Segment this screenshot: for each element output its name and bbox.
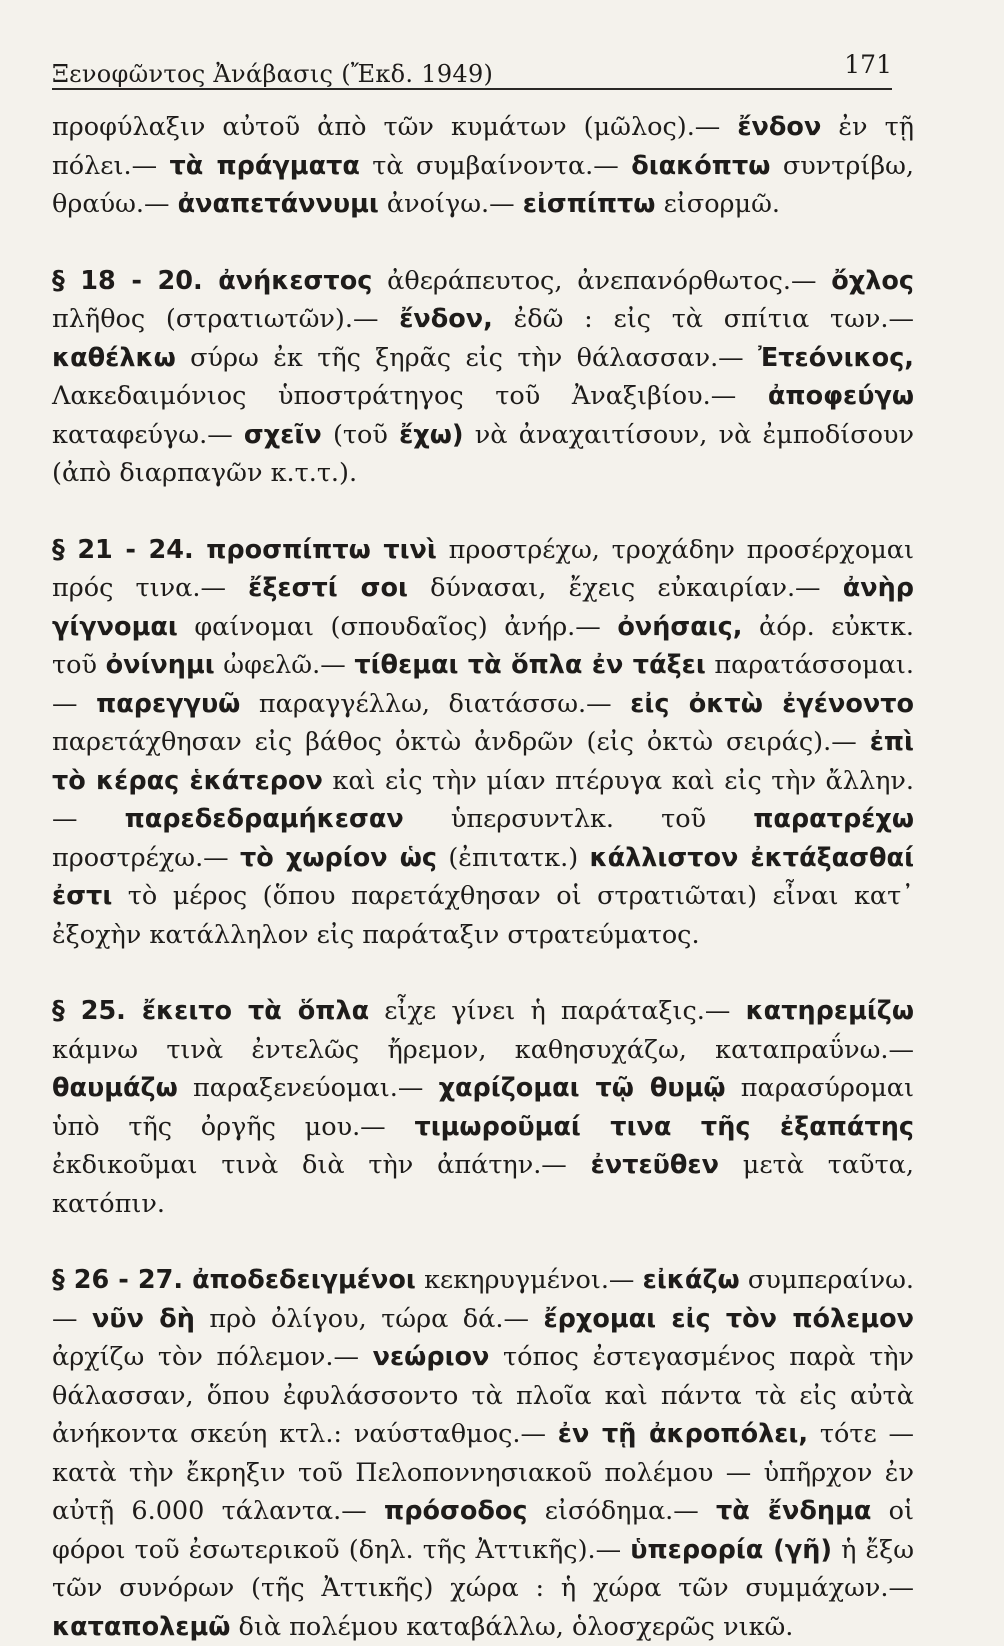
gloss-text: ἡ ἔξω τῶν συνόρων (τῆς Ἀττικῆς) χώρα : ἡ χώρα τῶν συμμάχων.— xyxy=(52,1534,914,1603)
headword: πρόσοδος xyxy=(384,1496,528,1526)
headword: Ἐτεόνικος, xyxy=(758,342,914,373)
running-title: Ξενοφῶντος Ἀνάβασις (Ἔκδ. 1949) xyxy=(52,60,494,88)
headword: καταπολεμῶ xyxy=(52,1611,231,1642)
headword: σχεῖν xyxy=(243,419,322,450)
headword: παρεγγυῶ xyxy=(96,688,241,719)
gloss-text: τότε — κατὰ τὴν ἔκρηξιν τοῦ Πελοποννησιακοῦ πολέμου — ὑπῆρχον ἐν αὐτῇ 6.000 τάλαντα.— xyxy=(52,1419,914,1526)
header-rule xyxy=(52,88,892,90)
headword: § 21 - 24. προσπίπτω τινὶ xyxy=(52,534,437,565)
paragraph-section-21-24 xyxy=(52,531,914,955)
headword: ἔνδον xyxy=(737,112,822,142)
page-header xyxy=(52,42,892,92)
gloss-text: εἰσόδημα.— xyxy=(527,1496,717,1526)
gloss-text: ὑπερσυντλκ. τοῦ xyxy=(403,804,754,834)
page-number: 171 xyxy=(844,50,892,79)
gloss-text: ἐν τῇ πόλει.— xyxy=(52,112,914,181)
headword: εἰσπίπτω xyxy=(522,189,656,219)
paragraph-gap xyxy=(52,224,914,262)
headword: εἰκάζω xyxy=(642,1265,740,1295)
headword: § 26 - 27. ἀποδεδειγμένοι xyxy=(52,1265,416,1295)
headword: κάλλιστον ἐκτάξασθαί ἐστι xyxy=(52,842,914,911)
gloss-text: κεκηρυγμένοι.— xyxy=(415,1265,643,1295)
gloss-text: σύρω ἐκ τῆς ξηρᾶς εἰς τὴν θάλασσαν.— xyxy=(175,342,759,373)
gloss-text: καὶ εἰς τὴν μίαν πτέρυγα καὶ εἰς τὴν ἄλλην.— xyxy=(52,765,914,834)
gloss-text: διὰ πολέμου καταβάλλω, ὁλοσχερῶς νικῶ. xyxy=(230,1611,794,1642)
gloss-text: ἀθεράπευτος, ἀνεπανόρθωτος.— xyxy=(372,265,832,296)
paragraph-section-25 xyxy=(52,992,914,1223)
headword: τίθεμαι τὰ ὅπλα ἐν τάξει xyxy=(354,650,706,680)
gloss-text: προστρέχω, τροχάδην προσέρχομαι πρός τινα.— xyxy=(52,534,914,603)
gloss-text: τὸ μέρος (ὅπου παρετάχθησαν οἱ στρατιῶται) εἶναι κατ᾽ ἐξοχὴν κατάλληλον εἰς παράταξιν στρατεύματος. xyxy=(52,881,914,950)
gloss-text: ὠφελῶ.— xyxy=(214,650,355,680)
headword: κατηρεμίζω xyxy=(745,996,915,1026)
gloss-text: (ἐπιτατκ.) xyxy=(437,842,590,873)
gloss-text: μετὰ ταῦτα, κατόπιν. xyxy=(52,1150,914,1219)
paragraph-section-26-27 xyxy=(52,1261,914,1646)
headword: ὀνίνημι xyxy=(105,650,215,680)
headword: ἐπὶ τὸ κέρας ἑκάτερον xyxy=(52,727,914,796)
headword: παρεδεδραμήκεσαν xyxy=(124,804,404,834)
gloss-text: κάμνω τινὰ ἐντελῶς ἤρεμον, καθησυχάζω, καταπραΰνω.— xyxy=(52,1034,914,1065)
headword: ἀνὴρ γίγνομαι xyxy=(52,573,915,642)
gloss-text: πλῆθος (στρατιωτῶν).— xyxy=(52,304,400,334)
gloss-text: (τοῦ xyxy=(321,419,400,450)
headword: τὰ ἔνδημα xyxy=(716,1496,872,1526)
paragraph-gap xyxy=(52,493,914,531)
headword: ἔνδον, xyxy=(399,304,493,334)
gloss-text: προφύλαξιν αὐτοῦ ἀπὸ τῶν κυμάτων (μῶλος).— xyxy=(52,112,738,142)
headword: ἔρχομαι εἰς τὸν πόλεμον xyxy=(543,1303,914,1334)
gloss-text: παραγγέλλω, διατάσσω.— xyxy=(240,688,631,719)
headword: ἐντεῦθεν xyxy=(590,1150,719,1180)
headword: ὄχλος xyxy=(831,265,915,296)
headword: χαρίζομαι τῷ θυμῷ xyxy=(438,1073,726,1103)
paragraph-section-18-20 xyxy=(52,262,914,493)
headword: § 18 - 20. ἀνήκεστος xyxy=(52,265,373,296)
headword: ἔξεστί σοι xyxy=(248,573,408,603)
paragraph-gap xyxy=(52,954,914,992)
headword: τὰ πράγματα xyxy=(169,150,360,181)
headword: παρατρέχω xyxy=(753,804,914,834)
paragraph-gap xyxy=(52,1223,914,1261)
gloss-text: προστρέχω.— xyxy=(52,842,241,873)
headword: ὀνήσαις, xyxy=(617,611,743,642)
gloss-text: δύνασαι, ἔχεις εὐκαιρίαν.— xyxy=(407,573,843,603)
gloss-text: πρὸ ὀλίγου, τώρα δά.— xyxy=(194,1303,544,1334)
gloss-text: παρατάσσομαι.— xyxy=(52,650,914,719)
headword: εἰς ὀκτὼ ἐγένοντο xyxy=(630,688,914,719)
gloss-text: καταφεύγω.— xyxy=(52,419,244,450)
headword: ἐν τῇ ἀκροπόλει, xyxy=(557,1419,809,1449)
gloss-text: συμπεραίνω.— xyxy=(52,1265,914,1334)
gloss-text: εἰσορμῶ. xyxy=(655,189,781,219)
headword: τιμωροῦμαί τινα τῆς ἐξαπάτης xyxy=(414,1111,914,1142)
gloss-text: ἀρχίζω τὸν πόλεμον.— xyxy=(52,1342,373,1372)
body-text xyxy=(52,108,914,1646)
headword: καθέλκω xyxy=(52,342,176,373)
gloss-text: τὰ συμβαίνοντα.— xyxy=(359,150,632,181)
headword: τὸ χωρίον ὡς xyxy=(240,842,437,873)
gloss-text: ἀνοίγω.— xyxy=(378,189,523,219)
gloss-text: τόπος ἐστεγασμένος παρὰ τὴν θάλασσαν, ὅπου ἐφυλάσσοντο τὰ πλοῖα καὶ πάντα τὰ εἰς αὐτὰ ἀνήκοντα σκεύη κτλ.: ναύσταθμος.— xyxy=(52,1342,915,1449)
gloss-text: ἐδῶ : εἰς τὰ σπίτια των.— xyxy=(492,304,914,334)
headword: θαυμάζω xyxy=(52,1073,178,1103)
gloss-text: νὰ ἀναχαιτίσουν, νὰ ἐμποδίσουν (ἀπὸ διαρπαγῶν κ.τ.τ.). xyxy=(52,419,914,488)
headword: διακόπτω xyxy=(631,150,771,181)
headword: ἀποφεύγω xyxy=(767,381,914,411)
gloss-text: παρετάχθησαν εἰς βάθος ὀκτὼ ἀνδρῶν (εἰς ὀκτὼ σειράς).— xyxy=(52,727,870,757)
headword: ἔχω) xyxy=(399,419,464,450)
headword: νῦν δὴ xyxy=(92,1303,195,1334)
headword: νεώριον xyxy=(372,1342,490,1372)
gloss-text: οἱ φόροι τοῦ ἐσωτερικοῦ (δηλ. τῆς Ἀττικῆς).— xyxy=(52,1496,914,1565)
headword: ἀναπετάννυμι xyxy=(177,189,379,219)
gloss-text: παραξενεύομαι.— xyxy=(177,1073,439,1103)
paragraph-intro xyxy=(52,108,914,224)
gloss-text: συντρίβω, θραύω.— xyxy=(52,150,914,219)
gloss-text: φαίνομαι (σπουδαῖος) ἀνήρ.— xyxy=(177,611,618,642)
gloss-text: εἶχε γίνει ἡ παράταξις.— xyxy=(369,996,746,1026)
headword: § 25. ἔκειτο τὰ ὅπλα xyxy=(52,996,370,1026)
gloss-text: παρασύρομαι ὑπὸ τῆς ὀργῆς μου.— xyxy=(52,1073,915,1142)
gloss-text: ἐκδικοῦμαι τινὰ διὰ τὴν ἀπάτην.— xyxy=(52,1150,591,1180)
gloss-text: Λακεδαιμόνιος ὑποστράτηγος τοῦ Ἀναξιβίου.— xyxy=(52,381,768,411)
headword: ὑπερορία (γῆ) xyxy=(630,1534,833,1565)
gloss-text: ἀόρ. εὐκτκ. τοῦ xyxy=(52,611,914,680)
